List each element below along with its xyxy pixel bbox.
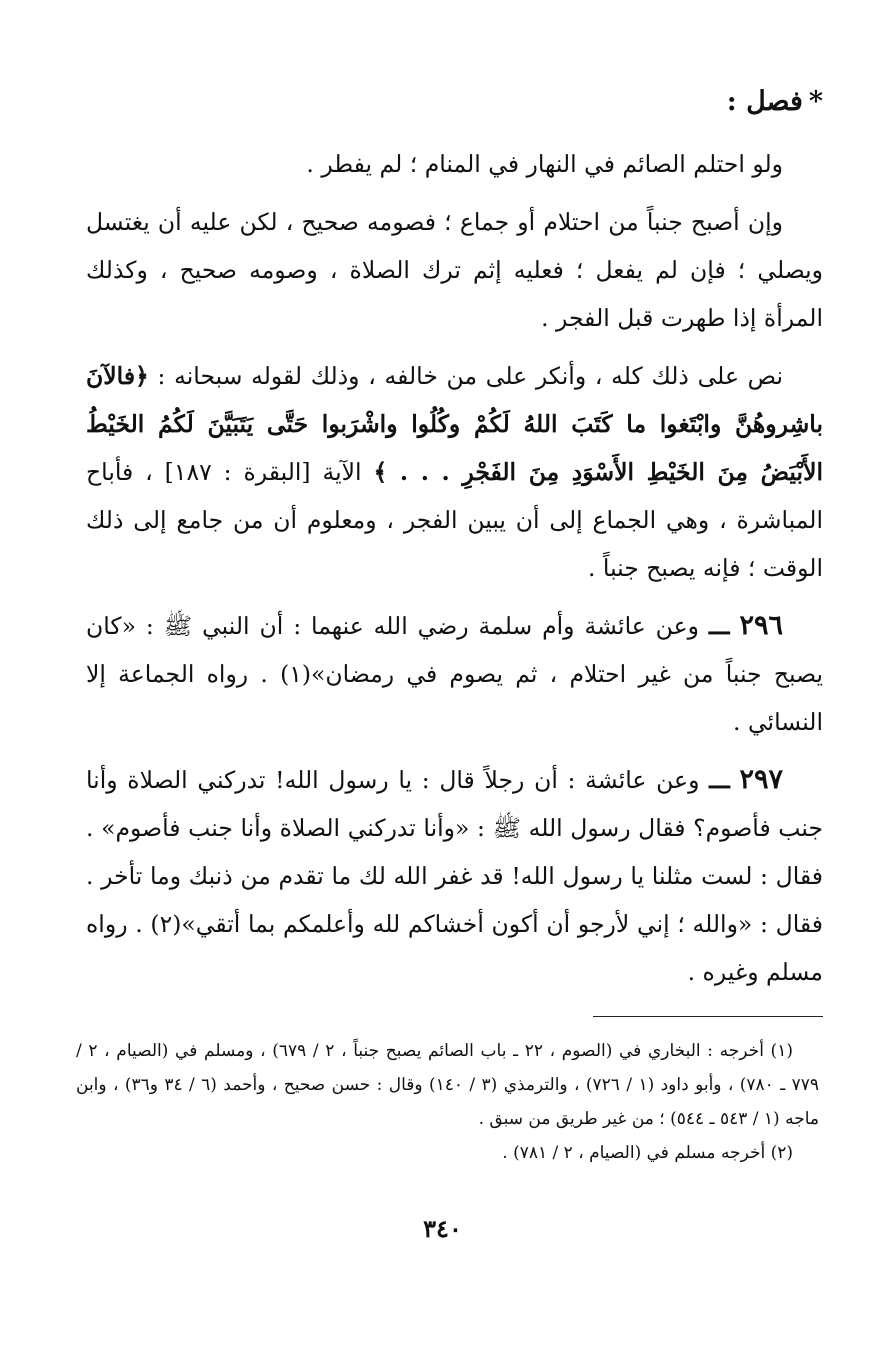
- hadith-297: [86, 756, 823, 996]
- section-heading: [86, 82, 823, 122]
- hadith-dash: ـــ: [709, 766, 730, 794]
- hadith-number: ٢٩٧: [739, 764, 783, 795]
- footnote-1: (١) أخرجه : البخاري في (الصوم ، ٢٢ ـ باب الصائم يصبح جنباً ، ٢ / ٦٧٩) ، ومسلم في (الصيام ، ٢ / ٧٧٩ ـ ٧٨٠) ، وأبو داود (١ / ٧٢٦) ، والترمذي (٣ / ١٤٠) وقال : حسن صحيح ، وأحمد (٦ / ٣٤ و٣٦) ، وابن ماجه (١ / ٥٤٣ ـ ٥٤٤) ؛ من غير طريق من سبق .: [76, 1041, 819, 1129]
- main-text: [86, 82, 823, 1006]
- footnote-separator: [593, 1016, 823, 1017]
- quran-verse: ﴿فالآنَ باشِروهُنَّ وابْتَغوا ما كَتَبَ اللهُ لَكُمْ وكُلُوا واشْرَبوا حَتَّى يَتَبَيَّنَ لَكُمُ الخَيْطُ الأَبْيَضُ مِنَ الخَيْطِ الأَسْوَدِ مِنَ الفَجْرِ . . . ﴾: [86, 362, 823, 486]
- star-icon: *: [808, 86, 823, 117]
- section-title: فصل :: [726, 86, 803, 117]
- paragraph-1: ولو احتلم الصائم في النهار في المنام ؛ لم يفطر .: [306, 150, 783, 178]
- hadith-text: وعن عائشة وأم سلمة رضي الله عنهما : أن النبي ﷺ : «كان يصبح جنباً من غير احتلام ، ثم يصوم في رمضان»(١) . رواه الجماعة إلا النسائي .: [86, 612, 823, 736]
- paragraph-3: [86, 352, 823, 592]
- hadith-dash: ـــ: [708, 612, 730, 640]
- paragraph-2: وإن أصبح جنباً من احتلام أو جماع ؛ فصومه صحيح ، لكن عليه أن يغتسل ويصلي ؛ فإن لم يفعل ؛ فعليه إثم ترك الصلاة ، وصومه صحيح ، وكذلك المرأة إذا طهرت قبل الفجر .: [86, 208, 823, 332]
- footnotes: [76, 1034, 819, 1170]
- paragraph-3-rest: الآية [البقرة : ١٨٧] ، فأباح المباشرة ، وهي الجماع إلى أن يبين الفجر ، ومعلوم أن من جامع إلى ذلك الوقت ؛ فإنه يصبح جنباً .: [86, 458, 823, 582]
- footnote-2: (٢) أخرجه مسلم في (الصيام ، ٢ / ٧٨١) .: [502, 1143, 793, 1163]
- hadith-text: وعن عائشة : أن رجلاً قال : يا رسول الله! تدركني الصلاة وأنا جنب فأصوم؟ فقال رسول الله ﷺ : «وأنا تدركني الصلاة وأنا جنب فأصوم» . فقال : لست مثلنا يا رسول الله! قد غفر الله لك ما تقدم من ذنبك وما تأخر . فقال : «والله ؛ إني لأرجو أن أكون أخشاكم لله وأعلمكم بما أتقي»(٢) . رواه مسلم وغيره .: [86, 766, 823, 986]
- hadith-number: ٢٩٦: [739, 610, 783, 641]
- paragraph-3-intro: نص على ذلك كله ، وأنكر على من خالفه ، وذلك لقوله سبحانه :: [148, 362, 783, 390]
- hadith-296: [86, 602, 823, 746]
- page-number: ٣٤٠: [423, 1214, 462, 1243]
